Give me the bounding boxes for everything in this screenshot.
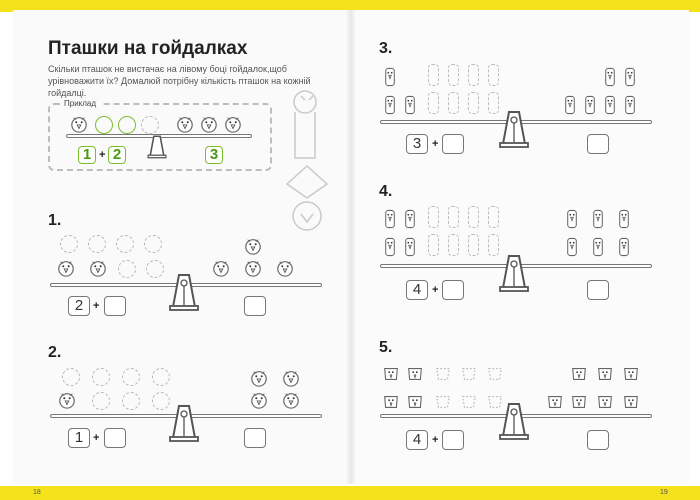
instructions-text: Скільки пташок не вистачає на лівому боці гойдалок,щоб урівноважити їх? Домалюй потрібну кількість пташок на кожній гойдалці. — [48, 64, 311, 98]
book-gutter — [346, 10, 356, 484]
bird-icon — [618, 236, 630, 258]
bird-icon — [276, 258, 294, 278]
task2-total-box[interactable] — [244, 428, 266, 448]
task-number-5: 5. — [379, 339, 393, 356]
task5-answer-box[interactable] — [442, 430, 464, 450]
bird-icon — [384, 94, 396, 116]
fulcrum-icon — [169, 404, 199, 442]
page-title: Пташки на гойдалках — [48, 38, 248, 59]
bird-icon — [618, 208, 630, 230]
task-number-1: 1. — [48, 212, 62, 229]
task5-given-box: 4 — [406, 430, 428, 450]
page-number-left: 18 — [33, 489, 41, 496]
bird-icon — [404, 208, 416, 230]
bird-icon — [384, 66, 396, 88]
decorative-bird-icon — [283, 88, 331, 238]
dashed-bird-placeholder[interactable] — [460, 364, 478, 384]
dashed-bird-placeholder[interactable] — [486, 364, 504, 384]
bird-icon — [382, 392, 400, 412]
bird-icon — [604, 66, 616, 88]
dashed-bird-placeholder[interactable] — [488, 92, 499, 114]
dashed-bird-placeholder[interactable] — [92, 368, 110, 386]
task2-plus: + — [93, 432, 100, 444]
bird-icon — [250, 390, 268, 410]
task5-total-box[interactable] — [587, 430, 609, 450]
bird-icon — [200, 114, 218, 134]
task3-answer-box[interactable] — [442, 134, 464, 154]
bird-icon — [604, 94, 616, 116]
dashed-bird-placeholder[interactable] — [448, 206, 459, 228]
task5-plus: + — [432, 434, 439, 446]
example-label: Приклад — [60, 99, 100, 108]
dashed-bird-placeholder[interactable] — [152, 392, 170, 410]
page-number-right: 19 — [660, 489, 668, 496]
dashed-bird-placeholder[interactable] — [434, 392, 452, 412]
task4-total-box[interactable] — [587, 280, 609, 300]
bird-icon — [406, 392, 424, 412]
example-answer-box: 2 — [108, 146, 126, 164]
fulcrum-icon — [169, 273, 199, 311]
bird-icon — [570, 392, 588, 412]
task3-total-box[interactable] — [587, 134, 609, 154]
dashed-bird-placeholder[interactable] — [448, 234, 459, 256]
bird-icon — [596, 364, 614, 384]
dashed-bird-placeholder[interactable] — [88, 235, 106, 253]
task1-total-box[interactable] — [244, 296, 266, 316]
bird-icon — [596, 392, 614, 412]
bird-icon — [176, 114, 194, 134]
bird-icon — [224, 114, 242, 134]
dashed-bird-placeholder[interactable] — [448, 64, 459, 86]
bird-icon — [58, 390, 76, 410]
dashed-bird-placeholder[interactable] — [488, 64, 499, 86]
bird-icon — [282, 368, 300, 388]
fulcrum-icon — [499, 254, 529, 292]
bird-icon — [584, 94, 596, 116]
example-plus: + — [99, 149, 106, 161]
dashed-bird-placeholder[interactable] — [116, 235, 134, 253]
dashed-bird-placeholder[interactable] — [146, 260, 164, 278]
bottom-yellow-band — [0, 486, 700, 500]
dashed-bird-placeholder[interactable] — [488, 234, 499, 256]
bird-icon — [592, 236, 604, 258]
dashed-bird-placeholder[interactable] — [118, 260, 136, 278]
bird-icon — [624, 94, 636, 116]
bird-icon — [622, 364, 640, 384]
dashed-bird-placeholder[interactable] — [460, 392, 478, 412]
task2-answer-box[interactable] — [104, 428, 126, 448]
dashed-bird-placeholder[interactable] — [118, 116, 136, 134]
task1-plus: + — [93, 300, 100, 312]
dashed-bird-placeholder[interactable] — [468, 64, 479, 86]
task-number-2: 2. — [48, 344, 62, 361]
fulcrum-icon — [499, 110, 529, 148]
task1-answer-box[interactable] — [104, 296, 126, 316]
bird-icon — [622, 392, 640, 412]
fulcrum-icon — [499, 402, 529, 440]
dashed-bird-placeholder[interactable] — [428, 92, 439, 114]
task-number-3: 3. — [379, 40, 393, 57]
task3-given-box: 3 — [406, 134, 428, 154]
dashed-bird-placeholder[interactable] — [144, 235, 162, 253]
task4-given-box: 4 — [406, 280, 428, 300]
task-number-4: 4. — [379, 183, 393, 200]
dashed-bird-placeholder[interactable] — [152, 368, 170, 386]
bird-icon — [384, 208, 396, 230]
task4-plus: + — [432, 284, 439, 296]
dashed-bird-placeholder[interactable] — [92, 392, 110, 410]
dashed-bird-placeholder[interactable] — [448, 92, 459, 114]
task3-plus: + — [432, 138, 439, 150]
dashed-bird-placeholder[interactable] — [122, 392, 140, 410]
dashed-bird-placeholder[interactable] — [488, 206, 499, 228]
dashed-bird-placeholder[interactable] — [60, 235, 78, 253]
dashed-bird-placeholder[interactable] — [434, 364, 452, 384]
bird-icon — [244, 258, 262, 278]
bird-icon — [564, 94, 576, 116]
dashed-bird-placeholder[interactable] — [428, 206, 439, 228]
bird-icon — [70, 114, 88, 134]
bird-icon — [546, 392, 564, 412]
dashed-bird-placeholder[interactable] — [122, 368, 140, 386]
bird-icon — [404, 236, 416, 258]
bird-icon — [244, 236, 262, 256]
example-total-box: 3 — [205, 146, 223, 164]
bird-icon — [384, 236, 396, 258]
bird-icon — [382, 364, 400, 384]
task1-given-box: 2 — [68, 296, 90, 316]
bird-icon — [250, 368, 268, 388]
bird-icon — [212, 258, 230, 278]
dashed-bird-placeholder[interactable] — [428, 64, 439, 86]
task2-given-box: 1 — [68, 428, 90, 448]
dashed-bird-placeholder[interactable] — [468, 234, 479, 256]
dashed-bird-placeholder[interactable] — [468, 206, 479, 228]
dashed-bird-placeholder[interactable] — [95, 116, 113, 134]
bird-icon — [566, 236, 578, 258]
dashed-bird-placeholder[interactable] — [62, 368, 80, 386]
bird-icon — [57, 258, 75, 278]
task4-answer-box[interactable] — [442, 280, 464, 300]
bird-icon — [282, 390, 300, 410]
dashed-bird-placeholder[interactable] — [468, 92, 479, 114]
bird-icon — [566, 208, 578, 230]
fulcrum-icon — [146, 135, 168, 159]
bird-icon — [89, 258, 107, 278]
bird-icon — [406, 364, 424, 384]
dashed-bird-placeholder[interactable] — [428, 234, 439, 256]
bird-icon — [592, 208, 604, 230]
bird-icon — [404, 94, 416, 116]
dashed-bird-placeholder[interactable] — [141, 116, 159, 134]
bird-icon — [570, 364, 588, 384]
bird-icon — [624, 66, 636, 88]
example-given-box: 1 — [78, 146, 96, 164]
